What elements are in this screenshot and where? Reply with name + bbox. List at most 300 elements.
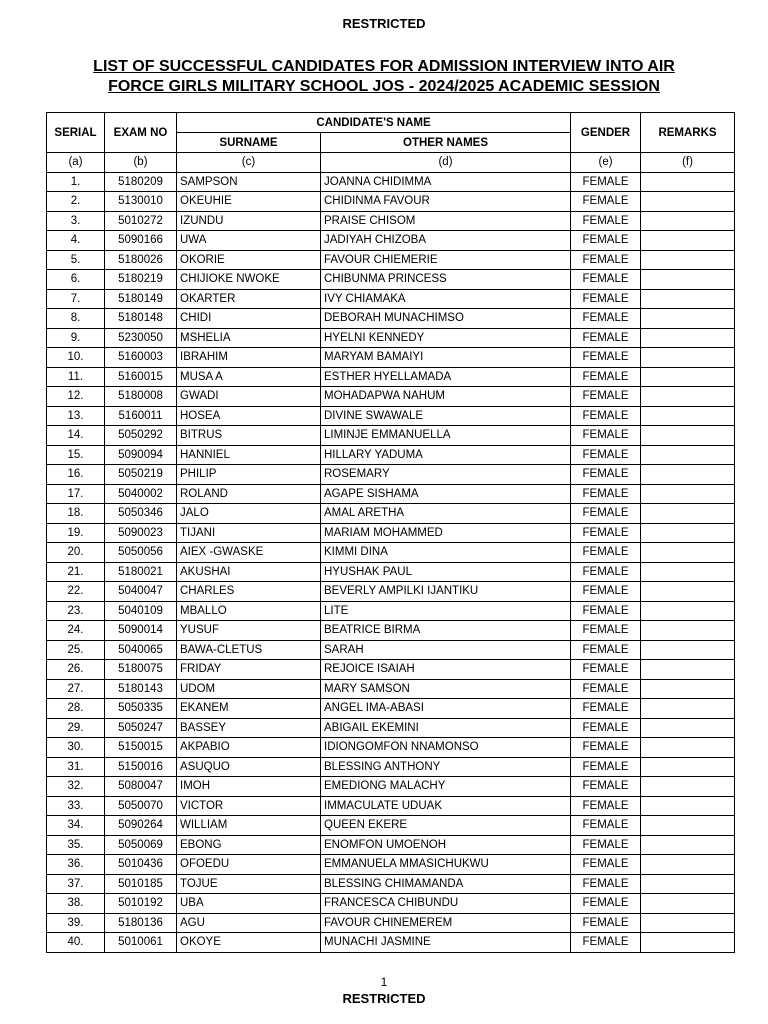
surname-cell: IZUNDU — [177, 211, 321, 231]
table-row — [47, 582, 735, 602]
table-row — [47, 484, 735, 504]
remarks-cell — [641, 250, 735, 270]
surname-cell: AKPABIO — [177, 738, 321, 758]
table-row — [47, 640, 735, 660]
serial-cell: 2. — [47, 192, 105, 212]
serial-cell: 21. — [47, 562, 105, 582]
table-row — [47, 387, 735, 407]
remarks-cell — [641, 835, 735, 855]
exam-no-cell: 5180209 — [105, 172, 177, 192]
remarks-cell — [641, 874, 735, 894]
table-row — [47, 660, 735, 680]
serial-cell: 19. — [47, 523, 105, 543]
table-row — [47, 289, 735, 309]
remarks-cell — [641, 894, 735, 914]
exam-no-cell: 5180148 — [105, 309, 177, 329]
other-names-cell: CHIDINMA FAVOUR — [321, 192, 571, 212]
other-names-cell: FAVOUR CHINEMEREM — [321, 913, 571, 933]
table-row — [47, 543, 735, 563]
exam-no-cell: 5180008 — [105, 387, 177, 407]
surname-cell: UBA — [177, 894, 321, 914]
table-row — [47, 309, 735, 329]
serial-cell: 7. — [47, 289, 105, 309]
gender-cell: FEMALE — [571, 738, 641, 758]
serial-cell: 25. — [47, 640, 105, 660]
surname-cell: CHIJIOKE NWOKE — [177, 270, 321, 290]
table-row — [47, 465, 735, 485]
serial-cell: 29. — [47, 718, 105, 738]
other-names-cell: LIMINJE EMMANUELLA — [321, 426, 571, 446]
exam-no-cell: 5180143 — [105, 679, 177, 699]
serial-cell: 9. — [47, 328, 105, 348]
column-letter: (d) — [321, 153, 571, 173]
serial-cell: 27. — [47, 679, 105, 699]
gender-cell: FEMALE — [571, 192, 641, 212]
other-names-cell: MARYAM BAMAIYI — [321, 348, 571, 368]
table-row — [47, 172, 735, 192]
other-names-cell: EMMANUELA MMASICHUKWU — [321, 855, 571, 875]
exam-no-cell: 5050069 — [105, 835, 177, 855]
other-names-cell: ABIGAIL EKEMINI — [321, 718, 571, 738]
exam-no-cell: 5130010 — [105, 192, 177, 212]
exam-no-cell: 5180149 — [105, 289, 177, 309]
gender-cell: FEMALE — [571, 660, 641, 680]
serial-cell: 22. — [47, 582, 105, 602]
surname-cell: HOSEA — [177, 406, 321, 426]
serial-cell: 32. — [47, 777, 105, 797]
gender-cell: FEMALE — [571, 250, 641, 270]
surname-cell: OFOEDU — [177, 855, 321, 875]
surname-cell: FRIDAY — [177, 660, 321, 680]
header-surname: SURNAME — [177, 133, 321, 153]
table-row — [47, 757, 735, 777]
other-names-cell: ROSEMARY — [321, 465, 571, 485]
header-candidate-name: CANDIDATE'S NAME — [177, 113, 571, 133]
document-title — [40, 57, 728, 97]
exam-no-cell: 5160003 — [105, 348, 177, 368]
exam-no-cell: 5090264 — [105, 816, 177, 836]
gender-cell: FEMALE — [571, 757, 641, 777]
table-row — [47, 621, 735, 641]
surname-cell: TIJANI — [177, 523, 321, 543]
surname-cell: MSHELIA — [177, 328, 321, 348]
remarks-cell — [641, 718, 735, 738]
serial-cell: 38. — [47, 894, 105, 914]
exam-no-cell: 5180026 — [105, 250, 177, 270]
gender-cell: FEMALE — [571, 816, 641, 836]
gender-cell: FEMALE — [571, 621, 641, 641]
gender-cell: FEMALE — [571, 270, 641, 290]
gender-cell: FEMALE — [571, 933, 641, 953]
gender-cell: FEMALE — [571, 523, 641, 543]
remarks-cell — [641, 777, 735, 797]
surname-cell: IBRAHIM — [177, 348, 321, 368]
remarks-cell — [641, 679, 735, 699]
other-names-cell: BLESSING ANTHONY — [321, 757, 571, 777]
serial-cell: 34. — [47, 816, 105, 836]
remarks-cell — [641, 660, 735, 680]
surname-cell: SAMPSON — [177, 172, 321, 192]
serial-cell: 37. — [47, 874, 105, 894]
exam-no-cell: 5040002 — [105, 484, 177, 504]
other-names-cell: QUEEN EKERE — [321, 816, 571, 836]
gender-cell: FEMALE — [571, 679, 641, 699]
serial-cell: 26. — [47, 660, 105, 680]
remarks-cell — [641, 933, 735, 953]
surname-cell: CHIDI — [177, 309, 321, 329]
serial-cell: 24. — [47, 621, 105, 641]
surname-cell: EBONG — [177, 835, 321, 855]
serial-cell: 3. — [47, 211, 105, 231]
remarks-cell — [641, 855, 735, 875]
gender-cell: FEMALE — [571, 855, 641, 875]
surname-cell: OKARTER — [177, 289, 321, 309]
table-row — [47, 250, 735, 270]
other-names-cell: HILLARY YADUMA — [321, 445, 571, 465]
table-row — [47, 679, 735, 699]
other-names-cell: AMAL ARETHA — [321, 504, 571, 524]
table-row — [47, 855, 735, 875]
other-names-cell: ANGEL IMA-ABASI — [321, 699, 571, 719]
other-names-cell: JADIYAH CHIZOBA — [321, 231, 571, 251]
remarks-cell — [641, 328, 735, 348]
other-names-cell: LITE — [321, 601, 571, 621]
page-number: 1 — [380, 975, 388, 989]
table-row — [47, 211, 735, 231]
serial-cell: 1. — [47, 172, 105, 192]
table-row — [47, 562, 735, 582]
gender-cell: FEMALE — [571, 796, 641, 816]
exam-no-cell: 5150015 — [105, 738, 177, 758]
exam-no-cell: 5080047 — [105, 777, 177, 797]
table-row — [47, 270, 735, 290]
serial-cell: 5. — [47, 250, 105, 270]
surname-cell: PHILIP — [177, 465, 321, 485]
remarks-cell — [641, 504, 735, 524]
table-row — [47, 777, 735, 797]
exam-no-cell: 5050247 — [105, 718, 177, 738]
gender-cell: FEMALE — [571, 504, 641, 524]
table-row — [47, 523, 735, 543]
exam-no-cell: 5180075 — [105, 660, 177, 680]
surname-cell: CHARLES — [177, 582, 321, 602]
remarks-cell — [641, 172, 735, 192]
serial-cell: 13. — [47, 406, 105, 426]
gender-cell: FEMALE — [571, 562, 641, 582]
other-names-cell: BEVERLY AMPILKI IJANTIKU — [321, 582, 571, 602]
table-row — [47, 504, 735, 524]
surname-cell: OKOYE — [177, 933, 321, 953]
serial-cell: 30. — [47, 738, 105, 758]
other-names-cell: MARY SAMSON — [321, 679, 571, 699]
surname-cell: AGU — [177, 913, 321, 933]
table-row — [47, 328, 735, 348]
surname-cell: MBALLO — [177, 601, 321, 621]
header-remarks: REMARKS — [641, 113, 735, 153]
candidates-table-body — [47, 153, 735, 953]
serial-cell: 14. — [47, 426, 105, 446]
gender-cell: FEMALE — [571, 601, 641, 621]
gender-cell: FEMALE — [571, 582, 641, 602]
exam-no-cell: 5010436 — [105, 855, 177, 875]
serial-cell: 4. — [47, 231, 105, 251]
gender-cell: FEMALE — [571, 835, 641, 855]
surname-cell: ASUQUO — [177, 757, 321, 777]
other-names-cell: SARAH — [321, 640, 571, 660]
surname-cell: BASSEY — [177, 718, 321, 738]
surname-cell: AIEX -GWASKE — [177, 543, 321, 563]
gender-cell: FEMALE — [571, 445, 641, 465]
remarks-cell — [641, 211, 735, 231]
table-row — [47, 601, 735, 621]
gender-cell: FEMALE — [571, 387, 641, 407]
other-names-cell: ENOMFON UMOENOH — [321, 835, 571, 855]
gender-cell: FEMALE — [571, 699, 641, 719]
serial-cell: 11. — [47, 367, 105, 387]
exam-no-cell: 5090014 — [105, 621, 177, 641]
table-row — [47, 699, 735, 719]
gender-cell: FEMALE — [571, 289, 641, 309]
serial-cell: 15. — [47, 445, 105, 465]
exam-no-cell: 5180219 — [105, 270, 177, 290]
exam-no-cell: 5050346 — [105, 504, 177, 524]
table-row — [47, 933, 735, 953]
remarks-cell — [641, 543, 735, 563]
table-row — [47, 913, 735, 933]
remarks-cell — [641, 406, 735, 426]
serial-cell: 39. — [47, 913, 105, 933]
table-row — [47, 192, 735, 212]
other-names-cell: FAVOUR CHIEMERIE — [321, 250, 571, 270]
remarks-cell — [641, 270, 735, 290]
table-row — [47, 835, 735, 855]
table-row — [47, 816, 735, 836]
other-names-cell: DIVINE SWAWALE — [321, 406, 571, 426]
surname-cell: OKORIE — [177, 250, 321, 270]
other-names-cell: HYELNI KENNEDY — [321, 328, 571, 348]
exam-no-cell: 5150016 — [105, 757, 177, 777]
other-names-cell: KIMMI DINA — [321, 543, 571, 563]
column-letter: (e) — [571, 153, 641, 173]
other-names-cell: IMMACULATE UDUAK — [321, 796, 571, 816]
surname-cell: WILLIAM — [177, 816, 321, 836]
gender-cell: FEMALE — [571, 211, 641, 231]
surname-cell: VICTOR — [177, 796, 321, 816]
serial-cell: 6. — [47, 270, 105, 290]
surname-cell: UWA — [177, 231, 321, 251]
remarks-cell — [641, 816, 735, 836]
table-row — [47, 796, 735, 816]
serial-cell: 18. — [47, 504, 105, 524]
other-names-cell: DEBORAH MUNACHIMSO — [321, 309, 571, 329]
remarks-cell — [641, 601, 735, 621]
exam-no-cell: 5050292 — [105, 426, 177, 446]
exam-no-cell: 5050070 — [105, 796, 177, 816]
table-row — [47, 406, 735, 426]
surname-cell: BAWA-CLETUS — [177, 640, 321, 660]
serial-cell: 28. — [47, 699, 105, 719]
header-gender: GENDER — [571, 113, 641, 153]
surname-cell: UDOM — [177, 679, 321, 699]
serial-cell: 17. — [47, 484, 105, 504]
serial-cell: 33. — [47, 796, 105, 816]
title-line-2: FORCE GIRLS MILITARY SCHOOL JOS - 2024/2025 ACADEMIC SESSION — [108, 78, 660, 95]
column-letter: (a) — [47, 153, 105, 173]
remarks-cell — [641, 387, 735, 407]
exam-no-cell: 5010185 — [105, 874, 177, 894]
footer-security-marking: RESTRICTED — [342, 991, 426, 1006]
remarks-cell — [641, 445, 735, 465]
other-names-cell: MOHADAPWA NAHUM — [321, 387, 571, 407]
remarks-cell — [641, 640, 735, 660]
gender-cell: FEMALE — [571, 367, 641, 387]
surname-cell: AKUSHAI — [177, 562, 321, 582]
exam-no-cell: 5040065 — [105, 640, 177, 660]
gender-cell: FEMALE — [571, 309, 641, 329]
other-names-cell: IDIONGOMFON NNAMONSO — [321, 738, 571, 758]
serial-cell: 23. — [47, 601, 105, 621]
table-row — [47, 367, 735, 387]
other-names-cell: MUNACHI JASMINE — [321, 933, 571, 953]
other-names-cell: EMEDIONG MALACHY — [321, 777, 571, 797]
other-names-cell: JOANNA CHIDIMMA — [321, 172, 571, 192]
serial-cell: 16. — [47, 465, 105, 485]
remarks-cell — [641, 192, 735, 212]
remarks-cell — [641, 426, 735, 446]
remarks-cell — [641, 289, 735, 309]
header-security-marking: RESTRICTED — [342, 16, 426, 31]
exam-no-cell: 5010272 — [105, 211, 177, 231]
exam-no-cell: 5040109 — [105, 601, 177, 621]
surname-cell: IMOH — [177, 777, 321, 797]
remarks-cell — [641, 621, 735, 641]
remarks-cell — [641, 523, 735, 543]
table-row — [47, 894, 735, 914]
exam-no-cell: 5090094 — [105, 445, 177, 465]
column-letter-row — [47, 153, 735, 173]
title-line-1: LIST OF SUCCESSFUL CANDIDATES FOR ADMISSION INTERVIEW INTO AIR — [93, 58, 675, 75]
header-other-names: OTHER NAMES — [321, 133, 571, 153]
other-names-cell: FRANCESCA CHIBUNDU — [321, 894, 571, 914]
gender-cell: FEMALE — [571, 894, 641, 914]
remarks-cell — [641, 348, 735, 368]
gender-cell: FEMALE — [571, 913, 641, 933]
table-row — [47, 874, 735, 894]
surname-cell: HANNIEL — [177, 445, 321, 465]
serial-cell: 40. — [47, 933, 105, 953]
candidates-table — [46, 112, 735, 953]
header-exam-no: EXAM NO — [105, 113, 177, 153]
surname-cell: OKEUHIE — [177, 192, 321, 212]
table-row — [47, 718, 735, 738]
gender-cell: FEMALE — [571, 543, 641, 563]
remarks-cell — [641, 231, 735, 251]
exam-no-cell: 5010192 — [105, 894, 177, 914]
surname-cell: YUSUF — [177, 621, 321, 641]
surname-cell: EKANEM — [177, 699, 321, 719]
column-letter: (f) — [641, 153, 735, 173]
exam-no-cell: 5050335 — [105, 699, 177, 719]
exam-no-cell: 5050219 — [105, 465, 177, 485]
other-names-cell: AGAPE SISHAMA — [321, 484, 571, 504]
gender-cell: FEMALE — [571, 465, 641, 485]
surname-cell: GWADI — [177, 387, 321, 407]
exam-no-cell: 5050056 — [105, 543, 177, 563]
exam-no-cell: 5090023 — [105, 523, 177, 543]
column-letter: (c) — [177, 153, 321, 173]
exam-no-cell: 5230050 — [105, 328, 177, 348]
remarks-cell — [641, 484, 735, 504]
gender-cell: FEMALE — [571, 348, 641, 368]
remarks-cell — [641, 309, 735, 329]
other-names-cell: IVY CHIAMAKA — [321, 289, 571, 309]
table-row — [47, 231, 735, 251]
other-names-cell: CHIBUNMA PRINCESS — [321, 270, 571, 290]
exam-no-cell: 5160011 — [105, 406, 177, 426]
other-names-cell: ESTHER HYELLAMADA — [321, 367, 571, 387]
gender-cell: FEMALE — [571, 328, 641, 348]
surname-cell: ROLAND — [177, 484, 321, 504]
remarks-cell — [641, 757, 735, 777]
exam-no-cell: 5010061 — [105, 933, 177, 953]
serial-cell: 8. — [47, 309, 105, 329]
remarks-cell — [641, 465, 735, 485]
other-names-cell: MARIAM MOHAMMED — [321, 523, 571, 543]
remarks-cell — [641, 699, 735, 719]
surname-cell: TOJUE — [177, 874, 321, 894]
serial-cell: 12. — [47, 387, 105, 407]
serial-cell: 31. — [47, 757, 105, 777]
serial-cell: 36. — [47, 855, 105, 875]
other-names-cell: PRAISE CHISOM — [321, 211, 571, 231]
exam-no-cell: 5040047 — [105, 582, 177, 602]
gender-cell: FEMALE — [571, 172, 641, 192]
exam-no-cell: 5090166 — [105, 231, 177, 251]
exam-no-cell: 5180136 — [105, 913, 177, 933]
other-names-cell: BEATRICE BIRMA — [321, 621, 571, 641]
serial-cell: 35. — [47, 835, 105, 855]
gender-cell: FEMALE — [571, 484, 641, 504]
table-row — [47, 445, 735, 465]
remarks-cell — [641, 562, 735, 582]
remarks-cell — [641, 796, 735, 816]
gender-cell: FEMALE — [571, 777, 641, 797]
other-names-cell: BLESSING CHIMAMANDA — [321, 874, 571, 894]
gender-cell: FEMALE — [571, 406, 641, 426]
table-row — [47, 348, 735, 368]
other-names-cell: REJOICE ISAIAH — [321, 660, 571, 680]
table-row — [47, 738, 735, 758]
exam-no-cell: 5180021 — [105, 562, 177, 582]
header-serial: SERIAL — [47, 113, 105, 153]
gender-cell: FEMALE — [571, 231, 641, 251]
surname-cell: MUSA A — [177, 367, 321, 387]
gender-cell: FEMALE — [571, 718, 641, 738]
gender-cell: FEMALE — [571, 640, 641, 660]
serial-cell: 20. — [47, 543, 105, 563]
column-letter: (b) — [105, 153, 177, 173]
surname-cell: BITRUS — [177, 426, 321, 446]
exam-no-cell: 5160015 — [105, 367, 177, 387]
remarks-cell — [641, 367, 735, 387]
table-row — [47, 426, 735, 446]
serial-cell: 10. — [47, 348, 105, 368]
other-names-cell: HYUSHAK PAUL — [321, 562, 571, 582]
remarks-cell — [641, 913, 735, 933]
remarks-cell — [641, 582, 735, 602]
gender-cell: FEMALE — [571, 874, 641, 894]
surname-cell: JALO — [177, 504, 321, 524]
